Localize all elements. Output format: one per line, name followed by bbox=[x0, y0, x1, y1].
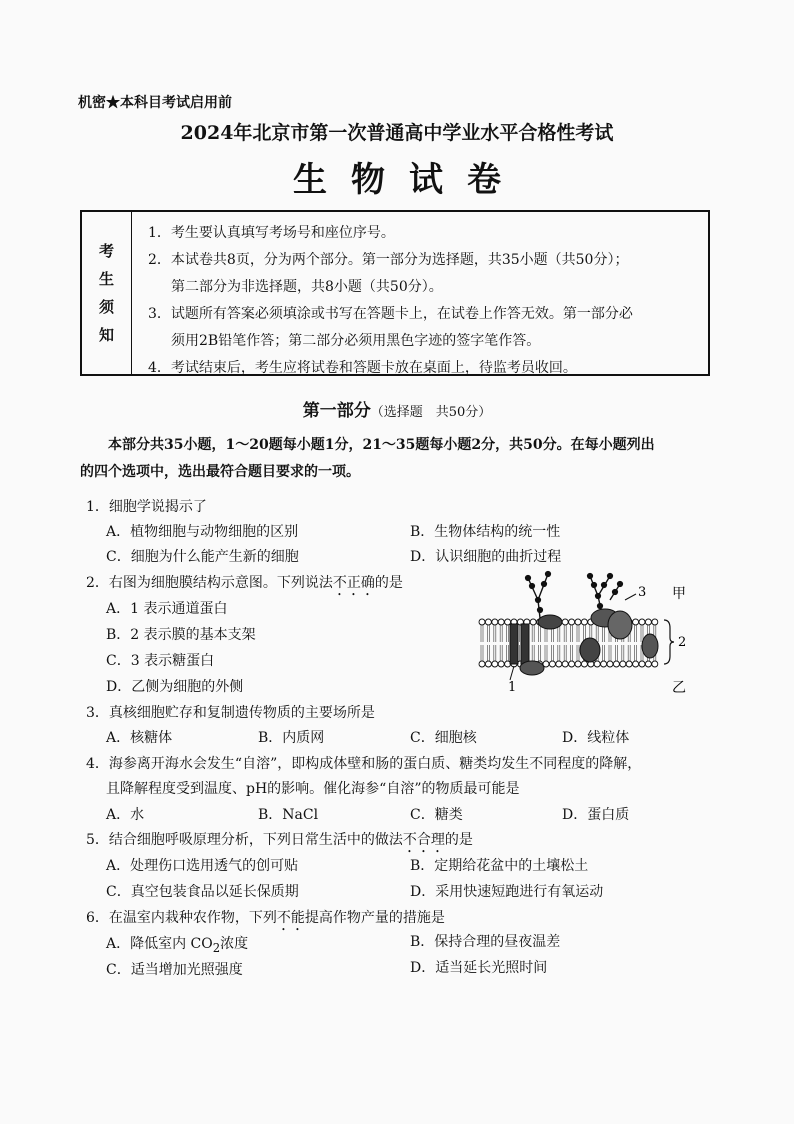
question-3-option-c: C．细胞核 bbox=[410, 730, 477, 746]
question-4-option-b: B．NaCl bbox=[258, 807, 319, 823]
phospholipid-head bbox=[620, 661, 626, 667]
question-4-option-d: D．蛋白质 bbox=[562, 807, 630, 823]
question-1-option-d: D．认识细胞的曲折过程 bbox=[410, 549, 562, 565]
phospholipid-head bbox=[645, 661, 651, 667]
stem-text: 2．右图为细胞膜结构示意图。下列说法 bbox=[86, 575, 333, 591]
notice-box bbox=[80, 210, 710, 376]
notice-label-char: 须 bbox=[98, 298, 114, 316]
stem-emphasis: 不合理 bbox=[402, 832, 445, 848]
notice-item: 2．本试卷共8页，分为两个部分。第一部分为选择题，共35小题（共50分）； bbox=[148, 252, 629, 268]
phospholipid-head bbox=[601, 661, 607, 667]
instruction-line: 的四个选项中，选出最符合题目要求的一项。 bbox=[80, 464, 360, 480]
notice-list bbox=[148, 220, 633, 382]
stem-text: 6．在温室内栽种农作物，下列 bbox=[86, 910, 277, 926]
phospholipid-head bbox=[479, 619, 485, 625]
stem-emphasis: 不能 bbox=[276, 910, 305, 926]
question-3-option-b: B．内质网 bbox=[258, 730, 325, 746]
stem-text: 5．结合细胞呼吸原理分析，下列日常生活中的做法 bbox=[86, 832, 403, 848]
question-2-option-a: A．1 表示通道蛋白 bbox=[106, 601, 228, 617]
stem-text: 的是 bbox=[374, 575, 403, 591]
phospholipid-head bbox=[492, 661, 498, 667]
part-one-heading bbox=[0, 396, 794, 421]
phospholipid-head bbox=[530, 619, 536, 625]
question-1-option-b: B．生物体结构的统一性 bbox=[410, 524, 561, 540]
phospholipid-head bbox=[652, 661, 658, 667]
stem-text: 提高作物产量的措施是 bbox=[304, 910, 445, 926]
question-5-option-c: C．真空包装食品以延长保质期 bbox=[106, 884, 299, 900]
notice-item: 须用2B铅笔作答；第二部分必须用黑色字迹的签字笔作答。 bbox=[171, 333, 541, 349]
phospholipid-head bbox=[633, 661, 639, 667]
phospholipid-head bbox=[607, 661, 613, 667]
phospholipid-head bbox=[562, 661, 568, 667]
label-side-yi: 乙 bbox=[672, 680, 686, 696]
phospholipid-head bbox=[485, 661, 491, 667]
question-6-option-b: B．保持合理的昼夜温差 bbox=[410, 934, 561, 950]
part-one-instructions bbox=[80, 432, 720, 486]
notice-item: 4．考试结束后，考生应将试卷和答题卡放在桌面上，待监考员收回。 bbox=[148, 360, 577, 376]
question-1-option-a: A．植物细胞与动物细胞的区别 bbox=[106, 524, 299, 540]
phospholipid-head bbox=[581, 661, 587, 667]
exam-title: 2024年北京市第一次普通高中学业水平合格性考试 bbox=[180, 122, 614, 144]
phospholipid-head bbox=[639, 661, 645, 667]
question-5-option-a: A．处理伤口选用透气的创可贴 bbox=[106, 858, 299, 874]
phospholipid-head bbox=[498, 619, 504, 625]
phospholipid-head bbox=[569, 619, 575, 625]
phospholipid-head bbox=[626, 661, 632, 667]
question-1-stem: 1．细胞学说揭示了 bbox=[86, 499, 207, 515]
subscript: 2 bbox=[212, 940, 221, 955]
notice-label bbox=[82, 212, 132, 374]
phospholipid-head bbox=[581, 619, 587, 625]
phospholipid-head bbox=[485, 619, 491, 625]
phospholipid-head bbox=[652, 619, 658, 625]
label-side-jia: 甲 bbox=[672, 586, 686, 602]
question-5-option-b: B．定期给花盆中的土壤松土 bbox=[410, 858, 589, 874]
label-3: 3 bbox=[638, 585, 647, 600]
stem-emphasis: 不正确 bbox=[332, 575, 375, 591]
question-5-option-d: D．采用快速短跑进行有氧运动 bbox=[410, 884, 604, 900]
confidential-mark: 机密★本科目考试启用前 bbox=[78, 95, 232, 111]
part-one-subtitle: （选择题 共50分） bbox=[370, 405, 492, 420]
question-2-option-b: B．2 表示膜的基本支架 bbox=[106, 627, 256, 643]
question-4-option-a: A．水 bbox=[106, 807, 145, 823]
question-2-option-c: C．3 表示糖蛋白 bbox=[106, 653, 215, 669]
question-1-option-c: C．细胞为什么能产生新的细胞 bbox=[106, 549, 299, 565]
phospholipid-head bbox=[594, 661, 600, 667]
phospholipid-head bbox=[633, 619, 639, 625]
phospholipid-head bbox=[639, 619, 645, 625]
part-one-title: 第一部分 bbox=[302, 401, 371, 421]
phospholipid-head bbox=[556, 661, 562, 667]
subject-title: 生物试卷 bbox=[293, 160, 525, 200]
phospholipid-head bbox=[645, 619, 651, 625]
phospholipid-head bbox=[549, 661, 555, 667]
instruction-line: 本部分共35小题，1～20题每小题1分，21～35题每小题2分，共50分。在每小题列出 bbox=[108, 437, 655, 453]
notice-item: 第二部分为非选择题，共8小题（共50分）。 bbox=[171, 279, 443, 295]
label-3-leader bbox=[625, 594, 636, 600]
option-text: 浓度 bbox=[220, 936, 249, 952]
notice-label-char: 考 bbox=[98, 242, 114, 260]
question-3-option-d: D．线粒体 bbox=[562, 730, 630, 746]
question-6-option-a bbox=[106, 933, 248, 955]
question-5-stem bbox=[86, 829, 473, 856]
label-2: 2 bbox=[678, 635, 687, 650]
option-text: A．降低室内 CO bbox=[106, 936, 213, 952]
question-3-option-a: A．核糖体 bbox=[106, 730, 173, 746]
phospholipid-head bbox=[613, 661, 619, 667]
question-6-option-c: C．适当增加光照强度 bbox=[106, 962, 243, 978]
phospholipid-head bbox=[562, 619, 568, 625]
question-2-option-d: D．乙侧为细胞的外侧 bbox=[106, 679, 244, 695]
stem-text: 的是 bbox=[444, 832, 473, 848]
notice-label-char: 生 bbox=[98, 270, 114, 288]
phospholipid-head bbox=[575, 661, 581, 667]
phospholipid-head bbox=[575, 619, 581, 625]
question-4-stem-line1: 4．海参离开海水会发生“自溶”，即构成体壁和肠的蛋白质、糖类均发生不同程度的降解， bbox=[86, 756, 642, 772]
question-2-stem bbox=[86, 572, 403, 599]
notice-item: 1．考生要认真填写考场号和座位序号。 bbox=[148, 225, 395, 241]
cell-membrane-diagram bbox=[470, 570, 700, 700]
notice-label-char: 知 bbox=[98, 326, 114, 344]
question-4-option-c: C．糖类 bbox=[410, 807, 463, 823]
question-3-stem: 3．真核细胞贮存和复制遗传物质的主要场所是 bbox=[86, 705, 375, 721]
label-1: 1 bbox=[508, 680, 517, 695]
phospholipid-head bbox=[569, 661, 575, 667]
bilayer-brace bbox=[664, 620, 674, 664]
phospholipid-head bbox=[498, 661, 504, 667]
label-1-leader bbox=[510, 666, 514, 680]
question-6-option-d: D．适当延长光照时间 bbox=[410, 960, 548, 976]
notice-item: 3．试题所有答案必须填涂或书写在答题卡上，在试卷上作答无效。第一部分必 bbox=[148, 306, 633, 322]
question-6-stem bbox=[86, 907, 445, 934]
phospholipid-head bbox=[492, 619, 498, 625]
question-4-stem-line2: 且降解程度受到温度、pH的影响。催化海参“自溶”的物质最可能是 bbox=[106, 781, 520, 797]
phospholipid-head bbox=[479, 661, 485, 667]
